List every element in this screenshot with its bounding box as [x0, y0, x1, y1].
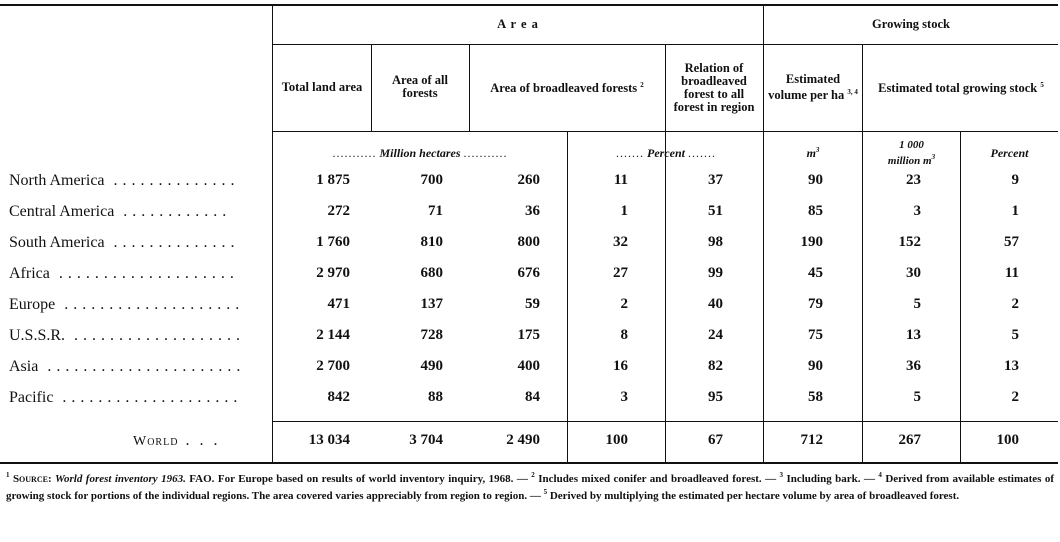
region-name: Africa [9, 265, 50, 282]
cell-total-land: 2 970 [316, 265, 350, 281]
cell-stock: 3 [913, 203, 921, 219]
world-cell-volume: 712 [800, 432, 823, 448]
cell-total-land: 272 [327, 203, 350, 219]
leader-dots: ................... [65, 327, 246, 344]
region-name: Pacific [9, 389, 54, 406]
world-cell-total-land: 13 034 [308, 432, 350, 448]
cell-all-forests: 728 [420, 327, 443, 343]
cell-broadleaved: 800 [517, 234, 540, 250]
cell-broadleaved: 676 [517, 265, 540, 281]
cell-all-forests: 88 [428, 389, 443, 405]
region-label [9, 234, 240, 252]
cell-relation: 51 [708, 203, 723, 219]
cell-broadleaved: 36 [525, 203, 540, 219]
world-cell-relation: 67 [708, 432, 723, 448]
cell-total-land: 2 144 [316, 327, 350, 343]
cell-broadleaved: 260 [517, 172, 540, 188]
cell-relation: 24 [708, 327, 723, 343]
region-label [9, 358, 245, 376]
col-broadleaved-header: Area of broadleaved forests $^2$ [490, 81, 644, 95]
cell-all-forests: 71 [428, 203, 443, 219]
cell-volume: 58 [808, 389, 823, 405]
cell-stock-pct: 11 [1004, 265, 1019, 281]
cell-all-forests: 810 [420, 234, 443, 250]
cell-stock: 36 [906, 358, 921, 374]
region-name: U.S.S.R. [9, 327, 66, 344]
cell-relation: 99 [708, 265, 723, 281]
cell-broadleaved-pct: 8 [620, 327, 628, 343]
leader-dots: ............ [114, 203, 232, 220]
cell-broadleaved: 84 [525, 389, 540, 405]
cell-total-land: 2 700 [316, 358, 350, 374]
cell-stock: 5 [913, 296, 921, 312]
cell-volume: 90 [808, 172, 823, 188]
region-label [9, 296, 244, 314]
cell-stock-pct: 5 [1011, 327, 1019, 343]
cell-all-forests: 700 [420, 172, 443, 188]
region-label [9, 265, 239, 283]
unit-percent-area: ....... Percent ....... [616, 146, 716, 160]
cell-relation: 95 [708, 389, 723, 405]
cell-all-forests: 137 [420, 296, 443, 312]
cell-stock-pct: 2 [1011, 389, 1019, 405]
cell-stock: 13 [906, 327, 921, 343]
unit-m3: $m^3$ [806, 146, 820, 160]
cell-volume: 79 [808, 296, 823, 312]
world-cell-broadleaved: 2 490 [506, 432, 540, 448]
cell-volume: 85 [808, 203, 823, 219]
cell-broadleaved-pct: 32 [613, 234, 628, 250]
leader-dots: . . . [178, 432, 221, 449]
region-name: North America [9, 172, 105, 189]
cell-volume: 45 [808, 265, 823, 281]
leader-dots: .................... [53, 389, 243, 406]
cell-relation: 98 [708, 234, 723, 250]
cell-relation: 82 [708, 358, 723, 374]
footnotes: $^1$ Source: World forest inventory 1963. FAO. For Europe based on results of world inventory inquiry, 1968. — $^2$ Includes mixed conifer and broadleaved forest. — $^3$ Including bark. — $^4$ Derived from available estimates of growing stock for portions of the individual regions. The area covered varies appreciably from region to region. — $^5$ Derived by multiplying the estimated per hectare volume by area of broadleaved forest. [6, 471, 1055, 502]
region-name: Central America [9, 203, 115, 220]
cell-stock: 30 [906, 265, 921, 281]
cell-stock: 152 [898, 234, 921, 250]
cell-broadleaved: 59 [525, 296, 540, 312]
cell-volume: 75 [808, 327, 823, 343]
world-cell-broadleaved-pct: 100 [605, 432, 628, 448]
bottom-rule [0, 462, 1058, 464]
region-name: Europe [9, 296, 56, 313]
vline-2 [371, 44, 372, 131]
cell-stock-pct: 9 [1011, 172, 1019, 188]
cell-stock-pct: 13 [1004, 358, 1019, 374]
leader-dots: .................... [55, 296, 245, 313]
cell-relation: 37 [708, 172, 723, 188]
cell-relation: 40 [708, 296, 723, 312]
region-name: Asia [9, 358, 39, 375]
col-total-stock-header: Estimated total growing stock $^5$ [878, 81, 1044, 95]
vline-3 [469, 44, 470, 131]
region-label [9, 327, 245, 345]
cell-broadleaved-pct: 1 [620, 203, 628, 219]
area-header: A r e a [497, 17, 539, 31]
cell-broadleaved: 175 [517, 327, 540, 343]
cell-volume: 90 [808, 358, 823, 374]
col-total-land-header: Total land area [281, 79, 363, 94]
cell-all-forests: 680 [420, 265, 443, 281]
cell-broadleaved-pct: 16 [613, 358, 628, 374]
cell-broadleaved: 400 [517, 358, 540, 374]
cell-broadleaved-pct: 27 [613, 265, 628, 281]
top-rule [0, 4, 1058, 6]
cell-stock: 23 [906, 172, 921, 188]
growing-stock-header: Growing stock [872, 17, 950, 31]
leader-dots: .............. [104, 172, 240, 189]
leader-dots: .............. [104, 234, 240, 251]
cell-stock: 5 [913, 389, 921, 405]
region-name: South America [9, 234, 105, 251]
cell-broadleaved-pct: 2 [620, 296, 628, 312]
cell-stock-pct: 1 [1011, 203, 1019, 219]
cell-total-land: 1 760 [316, 234, 350, 250]
region-label [9, 172, 240, 190]
cell-volume: 190 [800, 234, 823, 250]
cell-stock-pct: 57 [1004, 234, 1019, 250]
leader-dots: .................... [49, 265, 239, 282]
cell-stock-pct: 2 [1011, 296, 1019, 312]
leader-dots: ...................... [38, 358, 246, 375]
col-volume-header: Estimated volume per ha $^{3, 4}$ [768, 71, 858, 102]
unit-million-m3: 1 000 million $m^3$ [887, 139, 936, 167]
world-name: World [133, 434, 179, 449]
region-label [9, 389, 242, 407]
col-relation-header: Relation of broadleaved forest to all forest in region [673, 61, 755, 114]
cell-broadleaved-pct: 11 [613, 172, 628, 188]
cell-total-land: 842 [327, 389, 350, 405]
unit-percent-stock: Percent [990, 146, 1029, 160]
world-cell-all-forests: 3 704 [409, 432, 443, 448]
cell-total-land: 471 [327, 296, 350, 312]
cell-broadleaved-pct: 3 [620, 389, 628, 405]
world-label [133, 432, 220, 450]
cell-total-land: 1 875 [316, 172, 350, 188]
cell-all-forests: 490 [420, 358, 443, 374]
region-label [9, 203, 231, 221]
col-all-forests-header: Area of all forests [391, 73, 448, 100]
world-cell-stock-pct: 100 [996, 432, 1019, 448]
unit-million-hectares: ........... Million hectares ........... [332, 146, 508, 160]
world-cell-stock: 267 [898, 432, 921, 448]
